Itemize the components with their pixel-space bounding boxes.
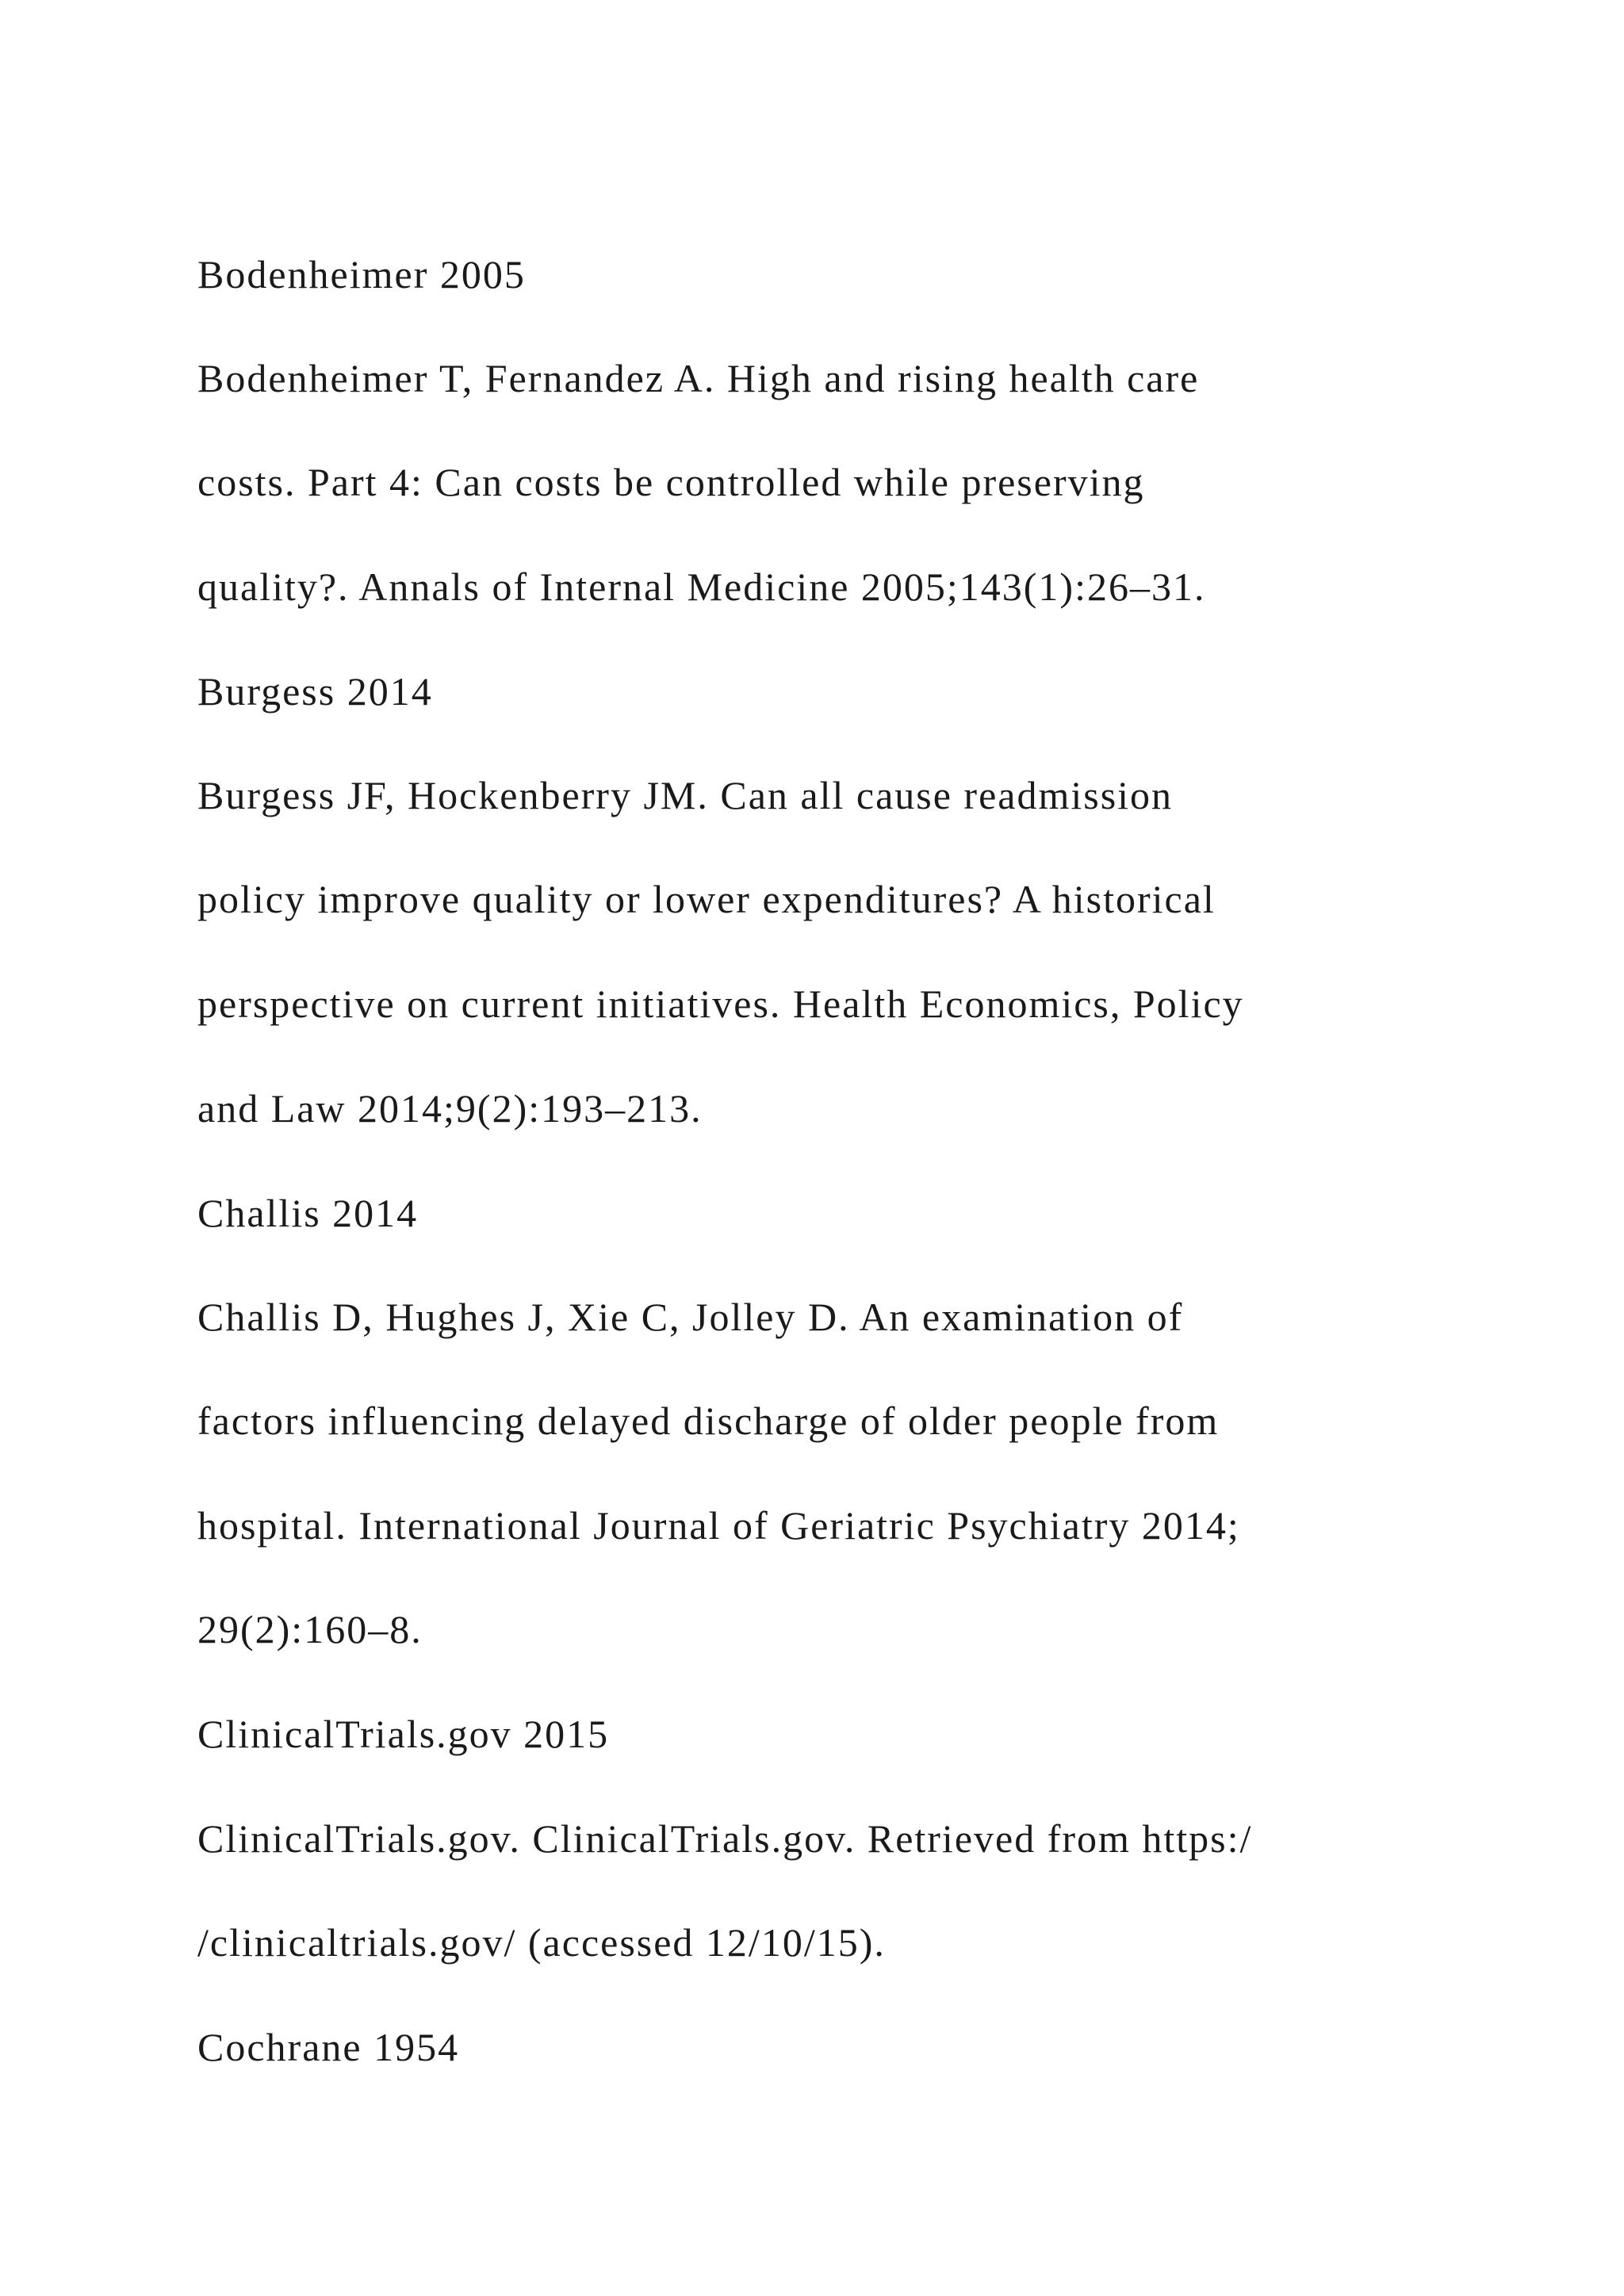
reference-text-line: hospital. International Journal of Geriatric Psychiatry 2014; [197,1503,1240,1548]
reference-text-line: costs. Part 4: Can costs be controlled while preserving [197,460,1145,504]
reference-text-line: policy improve quality or lower expenditures? A historical [197,877,1216,921]
reference-text-line: Burgess JF, Hockenberry JM. Can all cause readmission [197,773,1174,817]
reference-heading-challis-2014: Challis 2014 [197,1191,419,1235]
reference-text-line: quality?. Annals of Internal Medicine 2005;143(1):26–31. [197,564,1206,609]
reference-text-line: factors influencing delayed discharge of older people from [197,1399,1220,1443]
reference-text-line: /clinicaltrials.gov/ (accessed 12/10/15). [197,1920,886,1965]
reference-text-line: Bodenheimer T, Fernandez A. High and rising health care [197,356,1200,400]
reference-text-line: perspective on current initiatives. Health Economics, Policy [197,982,1244,1026]
reference-text-line: ClinicalTrials.gov. ClinicalTrials.gov. Retrieved from https:/ [197,1816,1253,1861]
reference-text-line: 29(2):160–8. [197,1607,423,1651]
reference-text-line: and Law 2014;9(2):193–213. [197,1086,703,1131]
reference-heading-clinicaltrials-2015: ClinicalTrials.gov 2015 [197,1712,610,1756]
reference-text-line: Challis D, Hughes J, Xie C, Jolley D. An examination of [197,1295,1184,1339]
reference-heading-bodenheimer-2005: Bodenheimer 2005 [197,252,526,297]
reference-heading-cochrane-1954: Cochrane 1954 [197,2025,460,2069]
reference-heading-burgess-2014: Burgess 2014 [197,669,433,714]
